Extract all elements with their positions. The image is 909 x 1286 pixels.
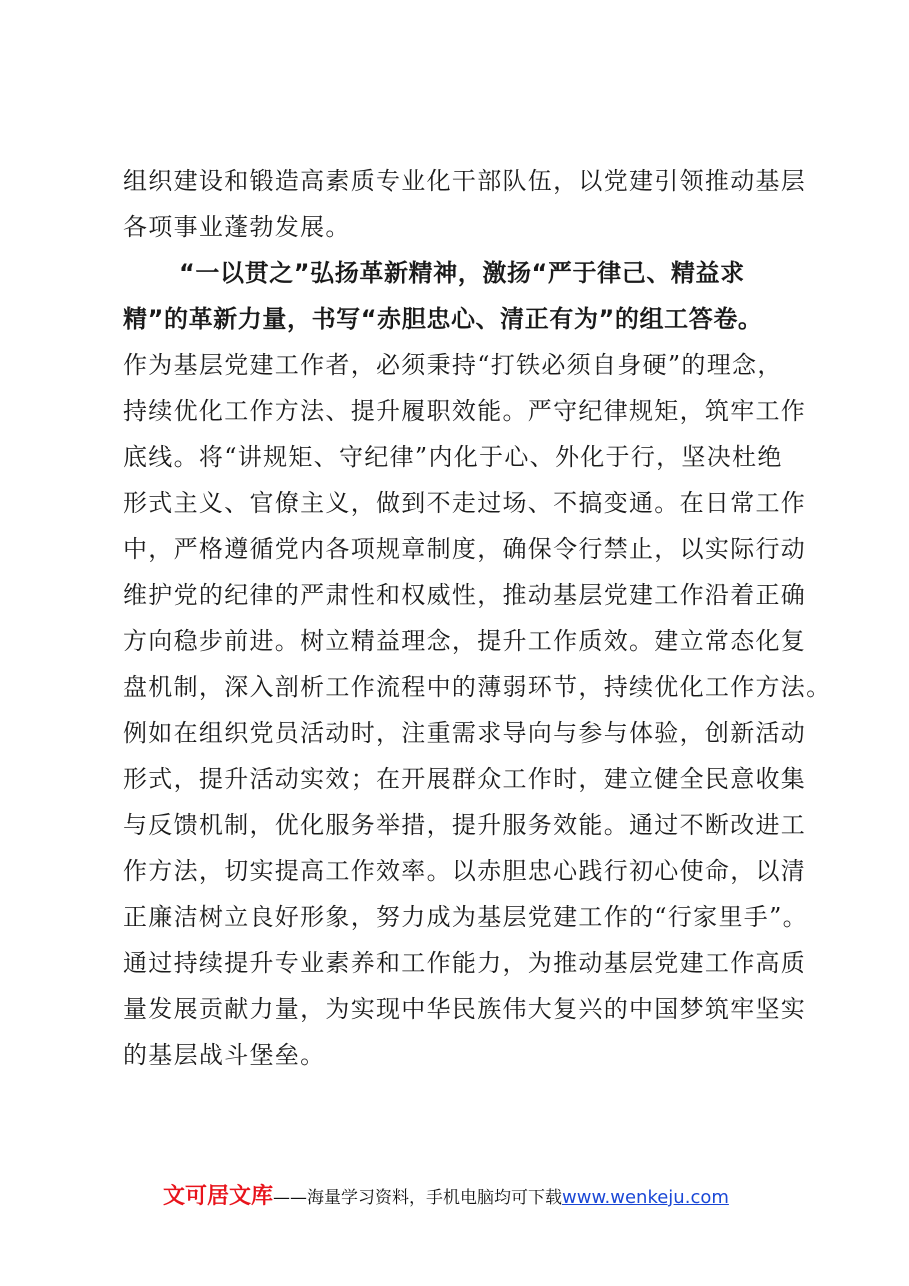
paragraph-line: 持续优化工作方法、提升履职效能。严守纪律规矩，筑牢工作 [123,397,807,425]
paragraph-line: 各项事业蓬勃发展。 [123,213,351,241]
paragraph-line: 正廉洁树立良好形象，努力成为基层党建工作的“行家里手”。 [123,903,808,931]
paragraph-line: 底线。将“讲规矩、守纪律”内化于心、外化于行，坚决杜绝 [123,443,783,471]
paragraph-line: 方向稳步前进。树立精益理念，提升工作质效。建立常态化复 [123,627,807,655]
paragraph-line: 与反馈机制，优化服务举措，提升服务效能。通过不断改进工 [123,811,807,839]
footer-website-link[interactable]: www.wenkeju.com [562,1187,729,1208]
paragraph-line: 例如在组织党员活动时，注重需求导向与参与体验，创新活动 [123,719,807,747]
footer-tagline: ——海量学习资料，手机电脑均可下载 [273,1188,563,1208]
paragraph-line: 作为基层党建工作者，必须秉持“打铁必须自身硬”的理念， [123,351,783,379]
document-body [123,158,832,1078]
paragraph-line: 形式主义、官僚主义，做到不走过场、不搞变通。在日常工作 [123,489,807,517]
paragraph-line: 组织建设和锻造高素质专业化干部队伍，以党建引领推动基层 [123,167,807,195]
heading-line: “一以贯之”弘扬革新精神，激扬“严于律己、精益求 [179,259,745,287]
footer-banner [163,1182,783,1212]
heading-line: 精”的革新力量，书写“赤胆忠心、清正有为”的组工答卷。 [123,305,763,333]
paragraph-line: 量发展贡献力量，为实现中华民族伟大复兴的中国梦筑牢坚实 [123,995,807,1023]
paragraph-line: 的基层战斗堡垒。 [123,1041,326,1069]
paragraph-line: 形式，提升活动实效；在开展群众工作时，建立健全民意收集 [123,765,807,793]
paragraph-line: 作方法，切实提高工作效率。以赤胆忠心践行初心使命，以清 [123,857,807,885]
paragraph-line: 盘机制，深入剖析工作流程中的薄弱环节，持续优化工作方法。 [123,673,832,701]
paragraph-line: 中，严格遵循党内各项规章制度，确保令行禁止，以实际行动 [123,535,807,563]
paragraph-line: 通过持续提升专业素养和工作能力，为推动基层党建工作高质 [123,949,807,977]
footer-brand: 文可居文库 [163,1184,274,1209]
paragraph-line: 维护党的纪律的严肃性和权威性，推动基层党建工作沿着正确 [123,581,807,609]
